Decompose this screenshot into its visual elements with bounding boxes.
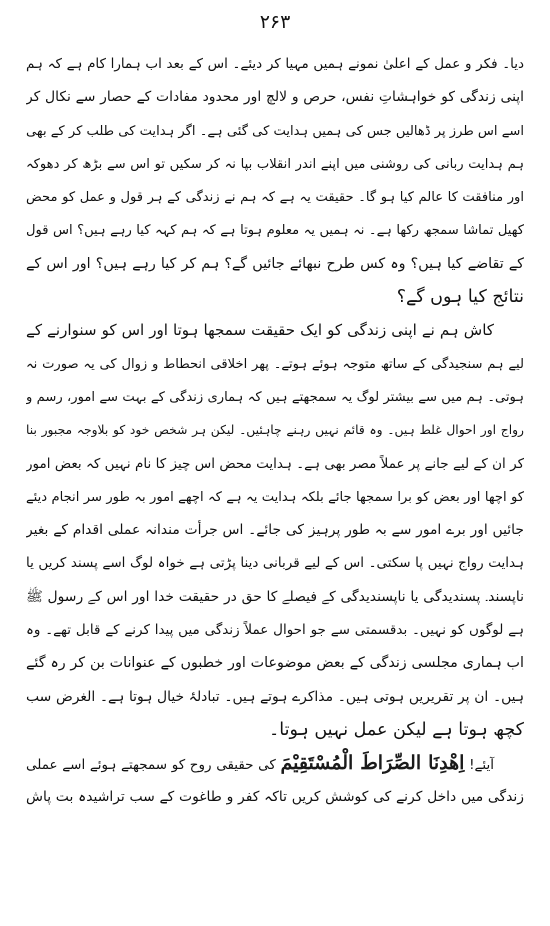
text-line: ہے لوگوں کو نہیں۔ بدقسمتی سے جو احوال عملاً زندگی میں پیدا کرنے کے قابل تھے۔ وہ <box>26 622 524 639</box>
text-line: رواج اور احوال غلط ہیں۔ وہ قائم نہیں رہنے چاہئیں۔ لیکن ہر شخص خود کو بلاوجہ مجبور بنا <box>26 423 524 438</box>
text-line: کر ان کے لیے جانے پر عملاً مصر بھی ہے۔ ہدایت محض اس چیز کا نام نہیں کہ بعض امور <box>26 455 524 472</box>
text-line: نتائج کیا ہوں گے؟ <box>396 287 524 308</box>
text-line-with-verse <box>26 747 524 780</box>
paragraph-2 <box>26 314 524 747</box>
text-line: اب ہماری مجلسی زندگی کے بعض موضوعات اور خطبوں کے عنوانات بن کر رہ گئے <box>26 655 524 672</box>
text-line: اسے اس طرز پر ڈھالیں جس کی ہمیں ہدایت کی گئی ہے۔ اگر ہدایت کی طلب کر کے بھی <box>26 123 524 139</box>
text-line: زندگی میں داخل کرنے کی کوشش کریں تاکہ کفر و طاغوت کے سب تراشیدہ بت پاش <box>26 788 524 805</box>
text-line: ہیں۔ ان پر تقریریں ہوتی ہیں۔ مذاکرے ہوتے ہیں۔ تبادلۂ خیال ہوتا ہے۔ الغرض سب <box>26 688 524 705</box>
page-body <box>26 48 524 814</box>
text-line: ہدایت رواج نہیں پا سکتی۔ اس کے لیے قربانی دینا پڑتی ہے خواہ لوگ اسے پسند کریں یا <box>26 555 524 572</box>
text-line: کھیل تماشا سمجھ رکھا ہے۔ نہ ہمیں یہ معلوم ہوتا ہے کہ ہم کہہ کیا رہے ہیں؟ اس قول <box>26 223 524 239</box>
text-line: اپنی زندگی کو خواہشاتِ نفس، حرص و لالچ اور محدود مفادات کے حصار سے نکال کر <box>26 89 524 106</box>
page-number: ۲۶۳ <box>259 11 291 33</box>
text-line: ناپسند۔ پسندیدگی یا ناپسندیدگی کے فیصلے کا حق در حقیقت خدا اور اس کے رسول ﷺ <box>26 588 524 605</box>
quranic-verse: اِهْدِنَا الصِّرَاطَ الْمُسْتَقِيْمَ <box>280 752 465 775</box>
text-line: لیے ہم سنجیدگی کے ساتھ متوجہ ہوئے ہوتے۔ پھر اخلاقی انحطاط و زوال کی یہ صورت نہ <box>26 356 524 372</box>
text-line: اور منافقت کا عالم کیا ہو گا۔ حقیقت یہ ہے کہ ہم نے زندگی کے ہر قول و عمل کو محض <box>26 190 524 206</box>
text-line: کو اچھا اور بعض کو برا سمجھا جائے بلکہ ہدایت یہ ہے کہ اچھے امور بہ طور سر انجام دیئے <box>26 489 524 505</box>
verse-lead-text: آیئے! <box>469 757 494 774</box>
paragraph-1 <box>26 48 524 314</box>
verse-trail-text: کی حقیقی روح کو سمجھتے ہوئے اسے عملی <box>26 757 276 774</box>
text-line: کچھ ہوتا ہے لیکن عمل نہیں ہوتا۔ <box>269 719 524 740</box>
paragraph-3 <box>26 747 524 814</box>
text-line: ہوتی۔ ہم میں سے بیشتر لوگ یہ سمجھتے ہیں کہ ہماری زندگی کے بہت سے امور، رسم و <box>26 389 524 405</box>
text-line: کاش ہم نے اپنی زندگی کو ایک حقیقت سمجھا ہوتا اور اس کو سنوارنے کے <box>26 321 494 340</box>
text-line: کے تقاضے کیا ہیں؟ وہ کس طرح نبھائے جائیں گے؟ ہم کر کیا رہے ہیں؟ اور اس کے <box>26 255 524 272</box>
text-line: ہم ہدایت ربانی کی روشنی میں اپنے اندر انقلاب بپا نہ کر سکیں تو اس سے بڑھ کر دھوکہ <box>26 156 524 172</box>
text-line: جائیں اور برے امور سے بہ طور پرہیز کی جائے۔ اس جرأت مندانہ عملی اقدام کے بغیر <box>26 522 524 539</box>
text-line: دیا۔ فکر و عمل کے اعلیٰ نمونے ہمیں مہیا کر دیئے۔ اس کے بعد اب ہمارا کام ہے کہ ہم <box>26 56 524 72</box>
